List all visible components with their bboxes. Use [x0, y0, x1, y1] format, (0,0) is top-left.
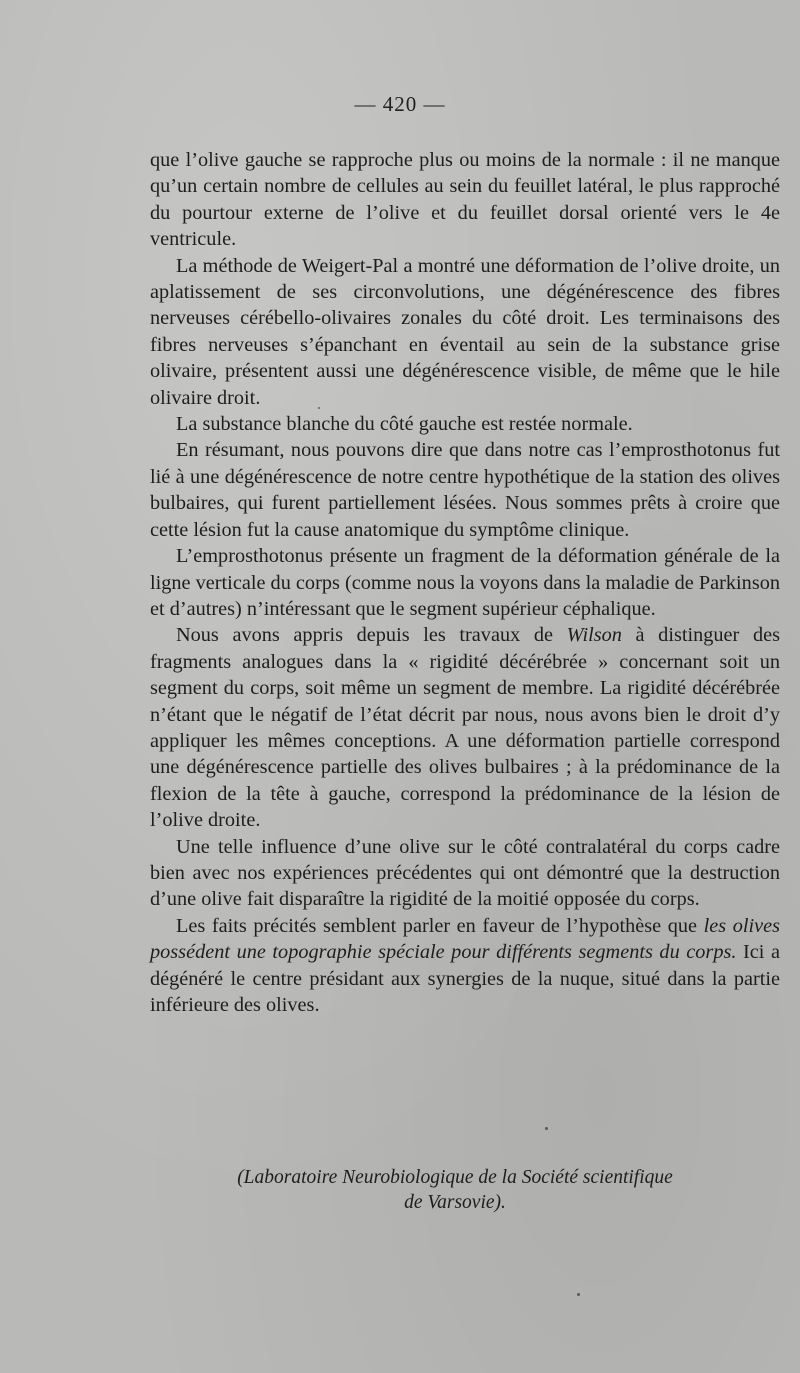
paragraph-1: que l’olive gauche se rapproche plus ou moins de la normale : il ne manque qu’un certain nombre de cellules au sein du feuillet latéral, le plus rapproché du pourtour externe de l’olive et du feuillet dorsal orienté vers le 4e ventricule. — [150, 149, 780, 251]
paragraph-8-emphasis: les olives possédent une topographie spéciale pour différents segments du corps. — [150, 914, 780, 964]
paper-speck — [545, 1127, 548, 1130]
paragraph-8-text-b: Ici a dégénéré le centre présidant aux synergies de la nuque, situé dans la partie inférieure des olives. — [150, 941, 780, 1016]
paragraph-5: L’emprosthotonus présente un fragment de la déformation générale de la ligne verticale du corps (comme nous la voyons dans la maladie de Parkinson et d’autres) n’intéressant que le segment supérieur céphalique. — [150, 545, 780, 620]
body-text — [150, 147, 780, 1018]
laboratory-attribution — [150, 1165, 760, 1215]
paragraph-8 — [150, 913, 780, 1019]
paragraph-7: Une telle influence d’une olive sur le côté contralatéral du corps cadre bien avec nos expériences précédentes qui ont démontré que la destruction d’une olive fait disparaître la rigidité de la moitié opposée du corps. — [150, 835, 780, 911]
paragraph-6-text-a: Nous avons appris depuis les travaux de — [176, 624, 567, 647]
attribution-line-1: (Laboratoire Neurobiologique de la Société scientifique — [237, 1167, 673, 1188]
paragraph-6 — [150, 622, 780, 833]
paragraph-8-text-a: Les faits précités semblent parler en faveur de l’hypothèse que — [176, 914, 704, 937]
author-name-wilson: Wilson — [566, 624, 622, 647]
paragraph-6-text-b: à distinguer des fragments analogues dans la « rigidité décérébrée » concernant soit un segment du corps, soit même un segment de membre. La rigidité décérébrée n’étant que le négatif de l’état décrit par nous, nous avons bien le droit d’y appliquer les mêmes conceptions. A une déformation partielle correspond une dégénérescence partielle des olives bulbaires ; à la prédominance de la flexion de la tête à gauche, correspond la prédominance de la lésion de l’olive droite. — [150, 624, 780, 832]
page-number: — 420 — — [354, 92, 446, 116]
paragraph-3: La substance blanche du côté gauche est restée normale. — [176, 413, 633, 436]
paper-speck — [577, 1293, 580, 1296]
paragraph-2: La méthode de Weigert-Pal a montré une déformation de l’olive droite, un aplatissement de ses circonvolutions, une dégénérescence des fibres nerveuses cérébello-olivaires zonales du côté droit. Les terminaisons des fibres nerveuses s’épanchant en éventail au sein de la substance grise olivaire, présentent aussi une dégénérescence visible, de même que le hile olivaire droit. — [150, 254, 780, 409]
attribution-line-2: de Varsovie). — [404, 1192, 506, 1213]
paper-speck — [318, 407, 320, 409]
paragraph-4: En résumant, nous pouvons dire que dans notre cas l’emprosthotonus fut lié à une dégénérescence de notre centre hypothétique de la station des olives bulbaires, qui furent partiellement lésées. Nous sommes prêts à croire que cette lésion fut la cause anatomique du symptôme clinique. — [150, 439, 780, 541]
